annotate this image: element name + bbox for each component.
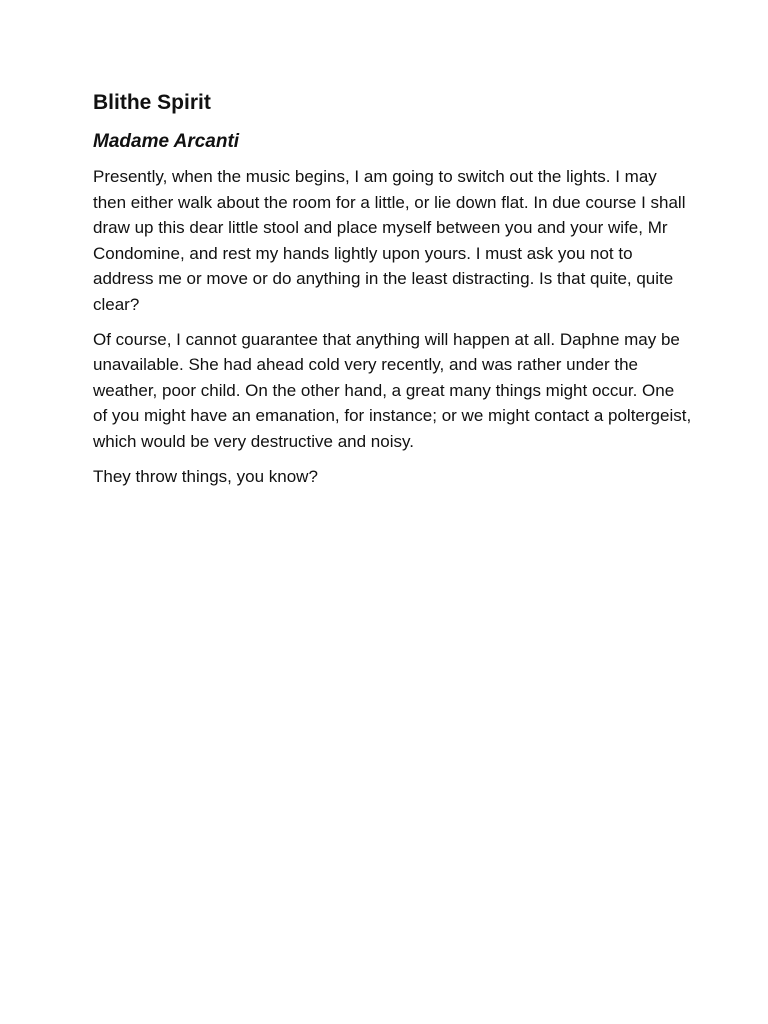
document-page: [93, 88, 693, 489]
document-title: Blithe Spirit: [93, 91, 211, 114]
document-subtitle: Madame Arcanti: [93, 131, 240, 152]
paragraph-3: They throw things, you know?: [93, 466, 318, 486]
paragraph-1: Presently, when the music begins, I am going to switch out the lights. I may then either walk about the room for a little, or lie down flat. In due course I shall draw up this dear little stool and place myself between you and your wife, Mr Condomine, and rest my hands lightly upon yours. I must ask you not to address me or move or do anything in the least distracting. Is that quite, quite clear?: [93, 167, 686, 314]
paragraph-2: Of course, I cannot guarantee that anything will happen at all. Daphne may be unavailable. She had ahead cold very recently, and was rather under the weather, poor child. On the other hand, a great many things might occur. One of you might have an emanation, for instance; or we might contact a poltergeist, which would be very destructive and noisy.: [93, 329, 692, 451]
